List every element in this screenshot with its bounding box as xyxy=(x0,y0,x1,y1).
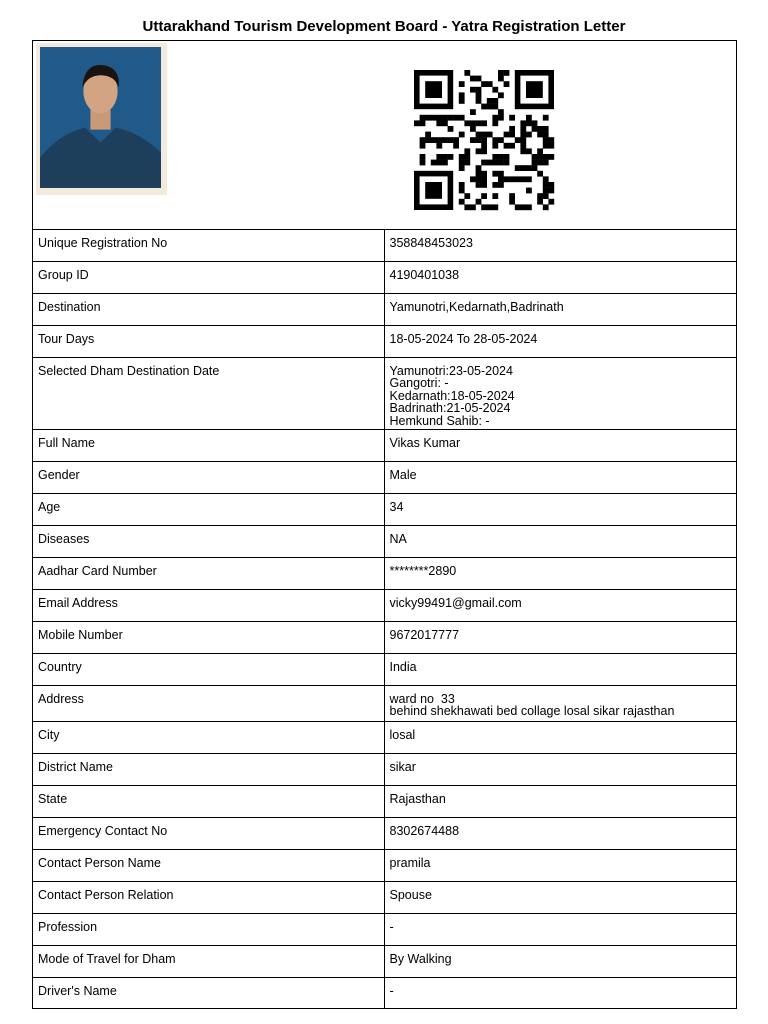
table-row xyxy=(33,849,736,881)
row-value: 18-05-2024 To 28-05-2024 xyxy=(384,325,736,357)
row-label: Gender xyxy=(33,461,384,493)
header-block xyxy=(33,41,736,230)
row-value-line: Kedarnath:18-05-2024 xyxy=(389,388,515,403)
row-value: losal xyxy=(384,721,736,753)
qr-code xyxy=(384,43,578,225)
row-value xyxy=(384,685,736,721)
row-label: Unique Registration No xyxy=(38,236,168,250)
table-row xyxy=(33,293,736,325)
row-label: Driver's Name xyxy=(33,977,384,1008)
table-row xyxy=(33,653,736,685)
table-row xyxy=(33,461,736,493)
row-label: Contact Person Relation xyxy=(33,881,384,913)
table-row xyxy=(33,685,736,721)
row-label: Mode of Travel for Dham xyxy=(33,945,384,977)
row-value: 8302674488 xyxy=(384,817,736,849)
table-row xyxy=(33,429,736,461)
row-label: Destination xyxy=(33,293,384,325)
row-value-line: ward no 33 xyxy=(389,691,455,706)
row-value: - xyxy=(384,913,736,945)
row-value: NA xyxy=(384,525,736,557)
row-value: Male xyxy=(384,461,736,493)
row-label: Mobile Number xyxy=(33,621,384,653)
row-value: sikar xyxy=(384,753,736,785)
row-label: Full Name xyxy=(33,429,384,461)
row-value xyxy=(384,357,736,429)
page-title: Uttarakhand Tourism Development Board - Yatra Registration Letter xyxy=(142,18,626,35)
table-row xyxy=(33,493,736,525)
row-value: Spouse xyxy=(384,881,736,913)
table-row xyxy=(33,525,736,557)
table-row xyxy=(33,357,736,429)
person-photo-icon xyxy=(40,47,161,188)
table-row xyxy=(33,785,736,817)
row-label: City xyxy=(33,721,384,753)
details-table xyxy=(33,230,736,1008)
table-row xyxy=(33,945,736,977)
row-value-line: Badrinath:21-05-2024 xyxy=(389,401,511,415)
table-row xyxy=(33,230,736,261)
row-label: District Name xyxy=(33,753,384,785)
row-label: Country xyxy=(33,653,384,685)
row-value: Vikas Kumar xyxy=(384,429,736,461)
row-label: Selected Dham Destination Date xyxy=(33,357,384,429)
table-row xyxy=(33,881,736,913)
row-value: 4190401038 xyxy=(384,261,736,293)
row-label: Emergency Contact No xyxy=(33,817,384,849)
row-label: Diseases xyxy=(33,525,384,557)
table-row xyxy=(33,621,736,653)
row-value: 34 xyxy=(384,493,736,525)
row-value: Rajasthan xyxy=(384,785,736,817)
table-row xyxy=(33,913,736,945)
row-label: Address xyxy=(33,685,384,721)
row-value: 358848453023 xyxy=(384,230,736,261)
table-row xyxy=(33,557,736,589)
row-value: pramila xyxy=(384,849,736,881)
row-value: 9672017777 xyxy=(384,621,736,653)
table-row xyxy=(33,753,736,785)
row-label: Contact Person Name xyxy=(33,849,384,881)
table-row xyxy=(33,977,736,1008)
row-value: vicky99491@gmail.com xyxy=(384,589,736,621)
row-value-line: behind shekhawati bed collage losal sikar rajasthan xyxy=(389,704,675,718)
row-value-line: Gangotri: - xyxy=(389,376,449,390)
row-label: Group ID xyxy=(33,261,384,293)
row-value-line: Hemkund Sahib: - xyxy=(389,413,490,428)
table-row xyxy=(33,261,736,293)
row-value: By Walking xyxy=(384,945,736,977)
table-row xyxy=(33,589,736,621)
row-label: Tour Days xyxy=(33,325,384,357)
row-value-line: Yamunotri:23-05-2024 xyxy=(389,363,513,378)
row-label: Profession xyxy=(33,913,384,945)
row-value: - xyxy=(384,977,736,1008)
row-label: Email Address xyxy=(33,589,384,621)
row-label: State xyxy=(33,785,384,817)
applicant-photo xyxy=(36,43,167,195)
row-value: ********2890 xyxy=(384,557,736,589)
row-value: India xyxy=(384,653,736,685)
row-label: Aadhar Card Number xyxy=(33,557,384,589)
row-value: Yamunotri,Kedarnath,Badrinath xyxy=(384,293,736,325)
registration-sheet xyxy=(32,40,737,1009)
table-row xyxy=(33,817,736,849)
row-label: Age xyxy=(33,493,384,525)
table-row xyxy=(33,721,736,753)
table-row xyxy=(33,325,736,357)
